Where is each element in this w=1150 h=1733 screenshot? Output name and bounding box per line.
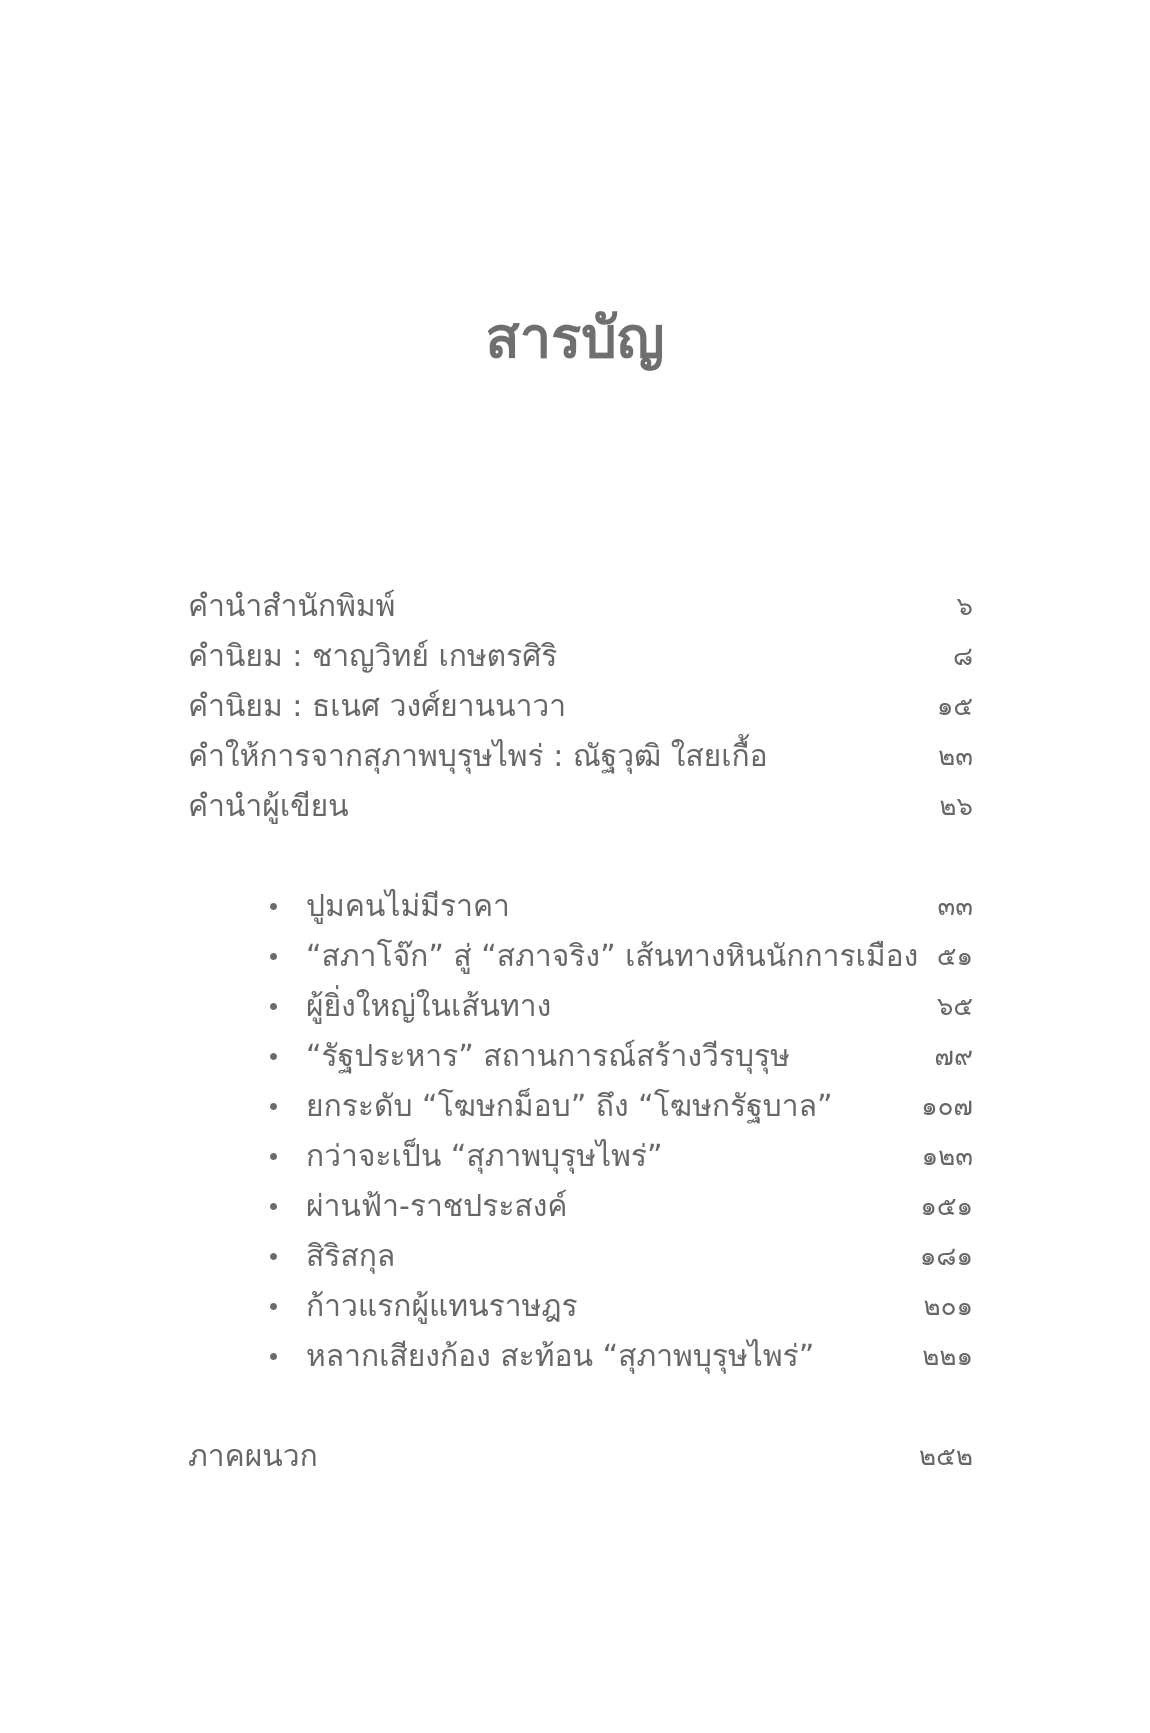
- toc-entry-label: ผู้ยิ่งใหญ่ในเส้นทาง: [306, 989, 552, 1024]
- toc-entry-label: หลากเสียงก้อง สะท้อน “สุภาพบุรุษไพร่”: [306, 1339, 815, 1374]
- bullet-icon: [268, 1101, 280, 1113]
- toc-entry-page: ๑๕๑: [920, 1192, 973, 1222]
- toc-row-front: [0, 582, 1150, 632]
- toc-entry-label: ยกระดับ “โฆษกม็อบ” ถึง “โฆษกรัฐบาล”: [306, 1089, 833, 1124]
- toc-row-appendix: [0, 1432, 1150, 1482]
- toc-entry-label: ก้าวแรกผู้แทนราษฎร: [306, 1289, 578, 1324]
- toc-row-chapter: [0, 882, 1150, 932]
- toc-row-chapter: [0, 1132, 1150, 1182]
- toc-row-chapter: [0, 1182, 1150, 1232]
- toc-entry-label: ปูมคนไม่มีราคา: [306, 889, 510, 924]
- toc-row-chapter: [0, 1082, 1150, 1132]
- toc-row-front: [0, 682, 1150, 732]
- toc-entry-label: คำนำผู้เขียน: [188, 789, 349, 824]
- toc-entry-page: ๒๒๑: [922, 1342, 973, 1372]
- toc-entry-page: ๒๐๑: [923, 1292, 973, 1322]
- bullet-icon: [268, 901, 280, 913]
- toc-row-front: [0, 782, 1150, 832]
- toc-entry-label: “สภาโจ๊ก” สู่ “สภาจริง” เส้นทางหินนักการเมือง: [306, 939, 919, 974]
- toc-entry-page: ๕๑: [936, 942, 973, 972]
- toc-entry-label: ผ่านฟ้า-ราชประสงค์: [306, 1189, 568, 1224]
- toc-entry-page: ๒๓: [938, 742, 973, 772]
- toc-entry-page: ๑๒๓: [921, 1142, 973, 1172]
- bullet-icon: [268, 1251, 280, 1263]
- toc-entry-page: ๒๕๒: [919, 1442, 973, 1472]
- toc-row-chapter: [0, 1282, 1150, 1332]
- toc-entry-label: คำนำสำนักพิมพ์: [188, 589, 396, 624]
- toc-entry-page: ๑๐๗: [921, 1092, 973, 1122]
- bullet-icon: [268, 1351, 280, 1363]
- toc-entry-label: “รัฐประหาร” สถานการณ์สร้างวีรบุรุษ: [306, 1039, 790, 1074]
- toc-entry-page: ๑๘๑: [919, 1242, 973, 1272]
- page-title: สารบัญ: [485, 306, 665, 371]
- toc-row-chapter: [0, 1032, 1150, 1082]
- toc-row-chapter: [0, 1332, 1150, 1382]
- toc-entry-page: ๖: [956, 592, 973, 622]
- bullet-icon: [268, 1051, 280, 1063]
- toc-entry-page: ๒๖: [939, 792, 973, 822]
- toc-entry-label: สิริสกุล: [306, 1239, 396, 1274]
- toc-row-chapter: [0, 932, 1150, 982]
- toc-row-front: [0, 732, 1150, 782]
- toc-entry-label: กว่าจะเป็น “สุภาพบุรุษไพร่”: [306, 1139, 663, 1174]
- toc-row-chapter: [0, 1232, 1150, 1282]
- bullet-icon: [268, 1201, 280, 1213]
- bullet-icon: [268, 1001, 280, 1013]
- toc-entry-label: ภาคผนวก: [188, 1439, 318, 1474]
- toc-entry-page: ๗๙: [934, 1042, 973, 1072]
- toc-entry-page: ๓๓: [937, 892, 973, 922]
- toc-row-front: [0, 632, 1150, 682]
- bullet-icon: [268, 951, 280, 963]
- bullet-icon: [268, 1301, 280, 1313]
- toc-entry-label: คำให้การจากสุภาพบุรุษไพร่ : ณัฐวุฒิ ใสยเกื้อ: [188, 739, 768, 774]
- toc-entry-label: คำนิยม : ธเนศ วงศ์ยานนาวา: [188, 689, 567, 724]
- bullet-icon: [268, 1151, 280, 1163]
- toc-entry-page: ๖๕: [936, 992, 973, 1022]
- toc-entry-page: ๑๕: [936, 692, 973, 722]
- toc-entry-page: ๘: [952, 642, 973, 672]
- toc-entry-label: คำนิยม : ชาญวิทย์ เกษตรศิริ: [188, 639, 558, 674]
- toc-row-chapter: [0, 982, 1150, 1032]
